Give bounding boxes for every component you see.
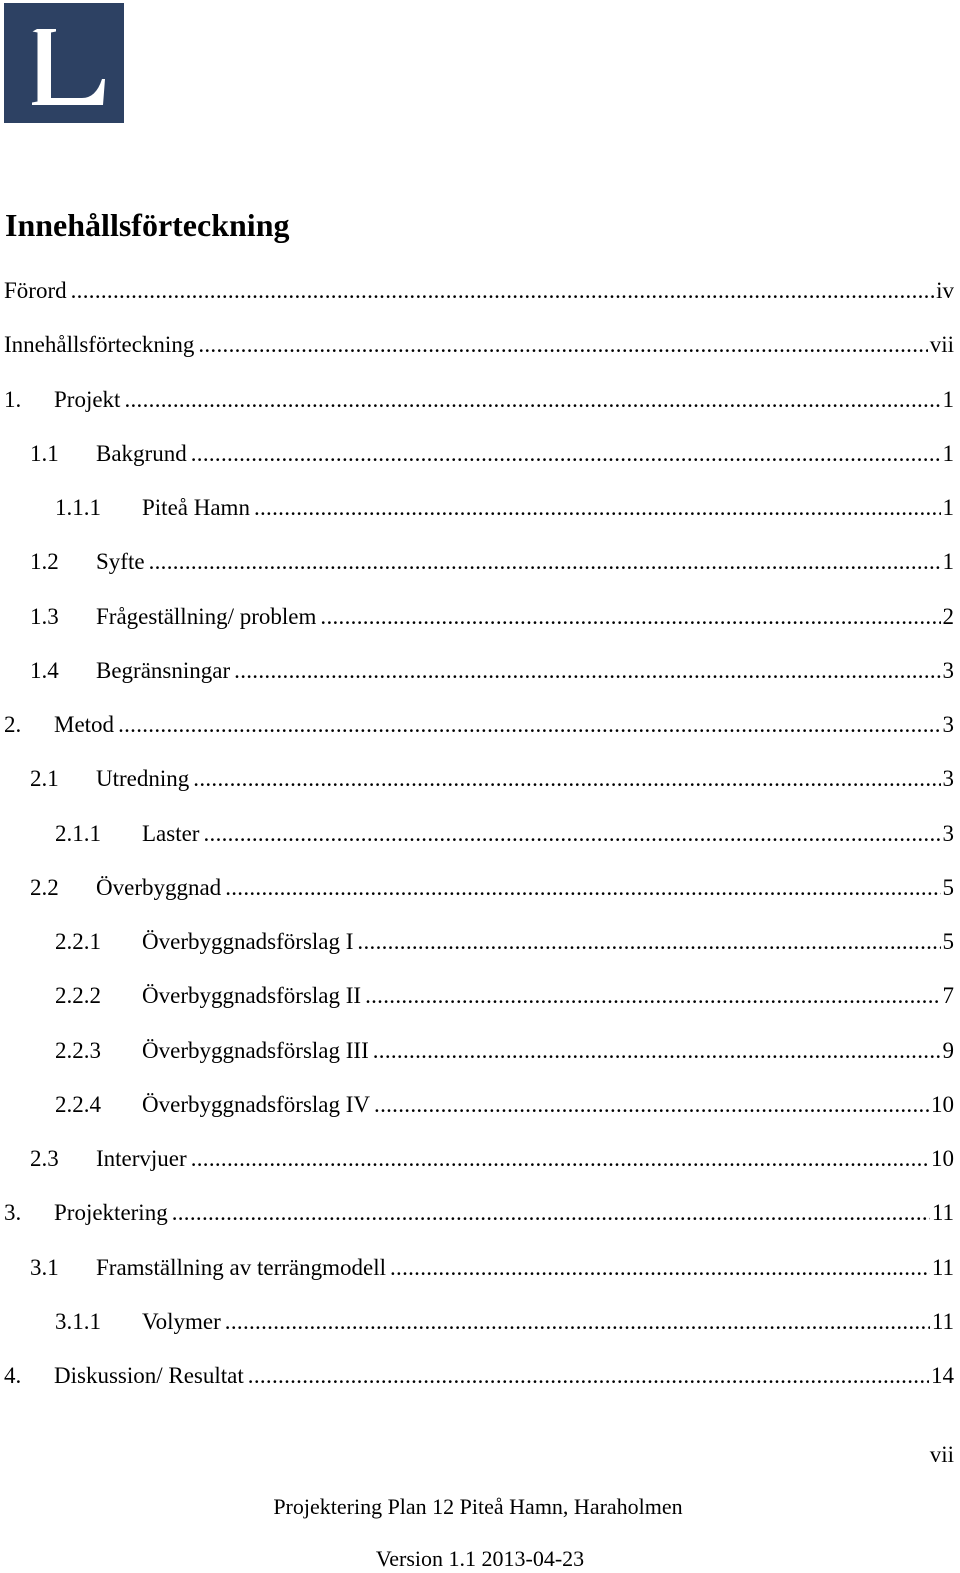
toc-heading: Innehållsförteckning [5, 207, 290, 243]
toc-entry-title: Projekt [54, 386, 121, 412]
toc-entry-page: 5 [942, 929, 954, 954]
toc-dot-leader [248, 1361, 929, 1391]
toc-entry-title: Begränsningar [96, 657, 231, 683]
toc-entry[interactable] [55, 1090, 954, 1120]
toc-entry-page: 1 [942, 549, 954, 575]
toc-dot-leader [124, 385, 940, 415]
toc-entry[interactable] [55, 1036, 954, 1066]
toc-entry-title: Överbyggnadsförslag II [142, 983, 362, 1009]
toc-entry-number: 3. [4, 1200, 22, 1226]
toc-dot-leader [357, 927, 940, 957]
toc-entry-title: Utredning [96, 766, 190, 792]
toc-dot-leader [149, 547, 941, 577]
toc-entry[interactable] [55, 493, 954, 523]
toc-dot-leader [225, 873, 940, 903]
toc-entry[interactable] [4, 276, 954, 306]
toc-entry-number: 2.2 [30, 874, 59, 900]
toc-dot-leader [365, 981, 940, 1011]
toc-entry-page: 3 [942, 820, 954, 846]
toc-entry[interactable] [30, 764, 954, 794]
toc-entry-page: 3 [942, 766, 954, 792]
toc-dot-leader [374, 1090, 929, 1120]
toc-entry-number: 1. [4, 386, 22, 412]
toc-entry-number: 2.2.1 [55, 929, 101, 954]
toc-entry-page: 3 [942, 657, 954, 683]
toc-entry-page: 2 [942, 603, 954, 629]
toc-entry-number: 1.1.1 [55, 495, 101, 520]
toc-entry-number: 1.4 [30, 657, 59, 683]
toc-entry-number: 2.2.2 [55, 983, 101, 1009]
toc-entry-number: 1.3 [30, 603, 59, 629]
toc-entry[interactable] [30, 602, 954, 632]
toc-entry-page: 7 [942, 983, 954, 1009]
toc-dot-leader [320, 602, 940, 632]
toc-entry[interactable] [30, 547, 954, 577]
toc-entry-title: Bakgrund [96, 440, 187, 466]
toc-entry-title: Piteå Hamn [142, 495, 250, 520]
toc-entry-number: 1.1 [30, 440, 59, 466]
toc-dot-leader [203, 819, 940, 849]
toc-entry-page: 10 [931, 1146, 954, 1171]
toc-entry-page: 1 [942, 495, 954, 520]
toc-entry[interactable] [4, 330, 954, 360]
toc-entry-page: 14 [931, 1363, 954, 1388]
footer-title: Projektering Plan 12 Piteå Hamn, Haraholmen [273, 1494, 683, 1519]
toc-entry-number: 2.1.1 [55, 820, 101, 846]
toc-entry-title: Förord [4, 278, 67, 303]
toc-entry[interactable] [30, 1253, 954, 1283]
toc-dot-leader [191, 439, 941, 469]
toc-dot-leader [225, 1307, 930, 1337]
footer-version: Version 1.1 2013-04-23 [375, 1546, 585, 1571]
logo-graphic [4, 3, 124, 123]
toc-entry-number: 2.2.3 [55, 1037, 101, 1063]
toc-entry-page: 11 [931, 1308, 954, 1334]
toc-dot-leader [198, 330, 927, 360]
toc-entry[interactable] [30, 1144, 954, 1174]
toc-entry-title: Projektering [54, 1200, 168, 1226]
toc-entry-number: 2.1 [30, 766, 59, 792]
toc-entry-number: 3.1 [30, 1254, 59, 1280]
toc-entry[interactable] [4, 385, 954, 415]
toc-entry-number: 2. [4, 712, 22, 737]
toc-entry-page: 11 [931, 1254, 954, 1280]
toc-entry[interactable] [4, 1361, 954, 1391]
toc-entry-title: Metod [54, 712, 115, 737]
toc-entry[interactable] [30, 656, 954, 686]
toc-entry-page: 1 [942, 386, 954, 412]
toc-entry-title: Överbyggnadsförslag III [142, 1037, 369, 1063]
toc-entry[interactable] [30, 873, 954, 903]
toc-dot-leader [254, 493, 941, 523]
toc-entry-title: Syfte [96, 549, 145, 575]
logo-letter-shape [32, 29, 105, 105]
toc-entry[interactable] [55, 981, 954, 1011]
toc-entry[interactable] [4, 710, 954, 740]
toc-entry-page: vii [929, 332, 954, 358]
toc-entry[interactable] [55, 819, 954, 849]
toc-entry-number: 2.2.4 [55, 1091, 101, 1117]
letter-l-logo-icon [4, 3, 124, 123]
toc-entry-title: Framställning av terrängmodell [96, 1254, 386, 1280]
toc-entry-page: 5 [942, 874, 954, 900]
toc-entry-title: Överbyggnadsförslag I [142, 929, 354, 954]
toc-dot-leader [234, 656, 940, 686]
toc-entry-page: 3 [942, 712, 954, 737]
toc-entry-title: Frågeställning/ problem [96, 603, 317, 629]
toc-dot-leader [71, 276, 934, 306]
toc-entry-page: iv [936, 278, 954, 303]
toc-entry-title: Intervjuer [96, 1146, 187, 1171]
toc-entry[interactable] [55, 927, 954, 957]
toc-entry-number: 4. [4, 1363, 22, 1388]
toc-dot-leader [390, 1253, 930, 1283]
toc-dot-leader [118, 710, 940, 740]
toc-entry[interactable] [30, 439, 954, 469]
toc-entry-page: 1 [942, 440, 954, 466]
toc-entry-title: Volymer [142, 1308, 221, 1334]
toc-entry-title: Innehållsförteckning [4, 332, 195, 358]
toc-entry-page: 9 [942, 1037, 954, 1063]
toc-entry-title: Diskussion/ Resultat [54, 1363, 244, 1388]
toc-entry-number: 2.3 [30, 1146, 59, 1171]
page-number: vii [929, 1442, 954, 1467]
toc-dot-leader [191, 1144, 929, 1174]
toc-entry-page: 10 [931, 1091, 954, 1117]
toc-entry[interactable] [4, 1198, 954, 1228]
toc-dot-leader [373, 1036, 941, 1066]
toc-entry-number: 3.1.1 [55, 1308, 101, 1334]
toc-dot-leader [193, 764, 940, 794]
toc-entry-title: Laster [142, 820, 200, 846]
toc-entry-title: Överbyggnadsförslag IV [142, 1091, 371, 1117]
toc-entry-page: 11 [931, 1200, 954, 1226]
toc-dot-leader [172, 1198, 930, 1228]
toc-entry-number: 1.2 [30, 549, 59, 575]
toc-entry[interactable] [55, 1307, 954, 1337]
toc-entry-title: Överbyggnad [96, 874, 222, 900]
